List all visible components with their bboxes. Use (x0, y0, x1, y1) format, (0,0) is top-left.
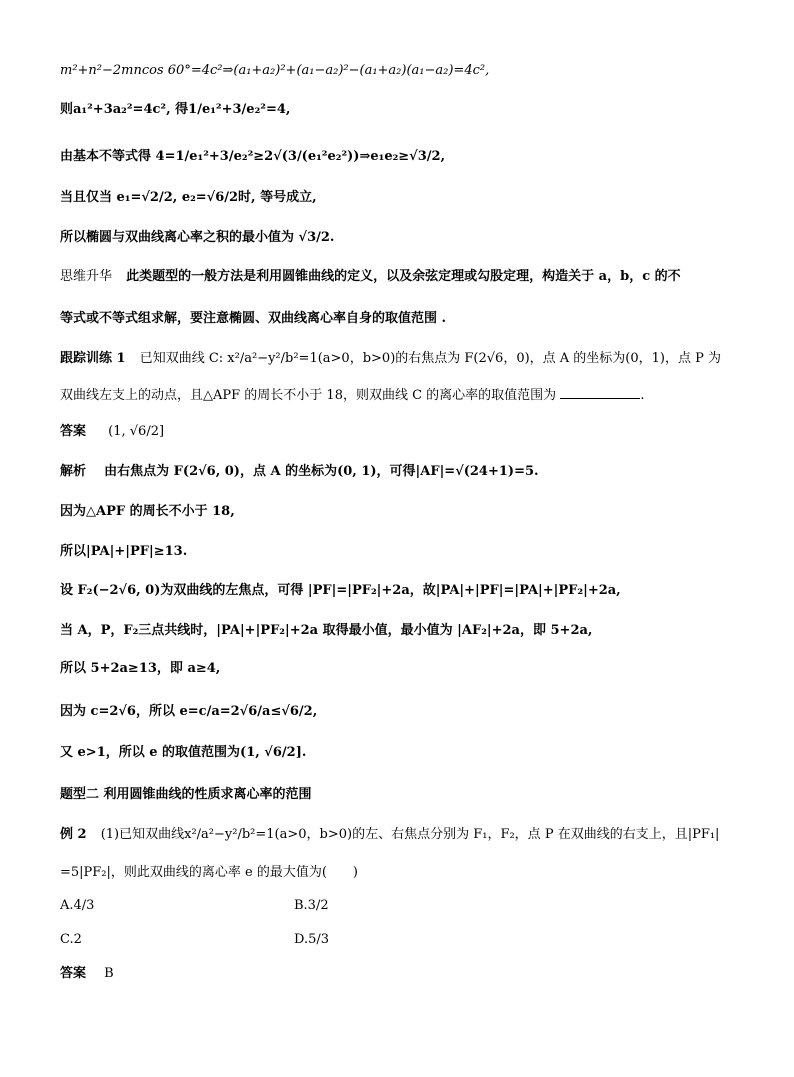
answer-blank (560, 386, 640, 399)
answer-value: (1, √6/2] (108, 424, 165, 439)
text-line: 因为△APF 的周长不小于 18, (60, 504, 235, 519)
practice-question (60, 350, 764, 368)
example-question (60, 826, 764, 844)
text-line: m²+n²−2mncos 60°=4c²⇒(a₁+a₂)²+(a₁−a₂)²−(a₁+a₂)(a₁−a₂)=4c², (60, 63, 490, 78)
text-line: 所以|PA|+|PF|≥13. (60, 544, 188, 559)
option-b: B.3/2 (294, 898, 329, 913)
answer-line (60, 423, 764, 441)
analysis-label: 解析 (60, 464, 87, 479)
summary-label: 思维升华 (60, 269, 113, 284)
summary-text: 此类题型的一般方法是利用圆锥曲线的定义，以及余弦定理或勾股定理，构造关于 a，b，c 的不 (126, 269, 681, 284)
section-heading: 题型二 利用圆锥曲线的性质求离心率的范围 (60, 787, 312, 802)
text-line: =5|PF₂|，则此双曲线的离心率 e 的最大值为( ) (60, 865, 359, 880)
analysis-text: 由右焦点为 F(2√6, 0)，点 A 的坐标为(0, 1)，可得|AF|=√(24+1)=5. (104, 464, 539, 479)
option-a: A.4/3 (60, 898, 95, 913)
practice-text-cont: 双曲线左支上的动点，且△APF 的周长不小于 18，则双曲线 C 的离心率的取值范围为 (60, 388, 557, 403)
option-c: C.2 (60, 932, 82, 947)
text-line: 设 F₂(−2√6, 0)为双曲线的左焦点，可得 |PF|=|PF₂|+2a，故|PA|+|PF|=|PA|+|PF₂|+2a, (60, 583, 621, 598)
final-answer-label: 答案 (60, 966, 87, 981)
answer-label: 答案 (60, 424, 87, 439)
text-line: 又 e>1，所以 e 的取值范围为(1, √6/2]. (60, 745, 307, 760)
text-line: 当且仅当 e₁=√2/2, e₂=√6/2时, 等号成立, (60, 190, 317, 205)
analysis-line (60, 463, 764, 481)
option-d: D.5/3 (294, 932, 330, 947)
text-line: 当 A，P，F₂三点共线时，|PA|+|PF₂|+2a 取得最小值，最小值为 |AF₂|+2a，即 5+2a, (60, 623, 593, 638)
text-line: 由基本不等式得 4=1/e₁²+3/e₂²≥2√(3/(e₁²e₂²))⇒e₁e₂≥√3/2, (60, 149, 446, 164)
practice-question-cont: 双曲线左支上的动点，且△APF 的周长不小于 18，则双曲线 C 的离心率的取值范围为 . (60, 388, 645, 403)
final-answer-line (60, 965, 764, 983)
text-line: 因为 c=2√6，所以 e=c/a=2√6/a≤√6/2, (60, 704, 318, 719)
text-line: 所以 5+2a≥13，即 a≥4, (60, 661, 221, 676)
summary-paragraph (60, 268, 764, 286)
practice-text: 已知双曲线 C: x²/a²−y²/b²=1(a>0，b>0)的右焦点为 F(2√6，0)，点 A 的坐标为(0，1)，点 P 为 (139, 351, 722, 366)
text-line: 则a₁²+3a₂²=4c², 得1/e₁²+3/e₂²=4, (60, 102, 291, 117)
text-line: 所以椭圆与双曲线离心率之积的最小值为 √3/2. (60, 230, 335, 245)
example-text: (1)已知双曲线x²/a²−y²/b²=1(a>0，b>0)的左、右焦点分别为 F₁，F₂，点 P 在双曲线的右支上，且|PF₁| (100, 827, 720, 842)
text-line: 等式或不等式组求解，要注意椭圆、双曲线离心率自身的取值范围 . (60, 311, 447, 326)
practice-label: 跟踪训练 1 (60, 351, 126, 366)
final-answer-value: B (104, 966, 114, 981)
example-label: 例 2 (60, 827, 87, 842)
